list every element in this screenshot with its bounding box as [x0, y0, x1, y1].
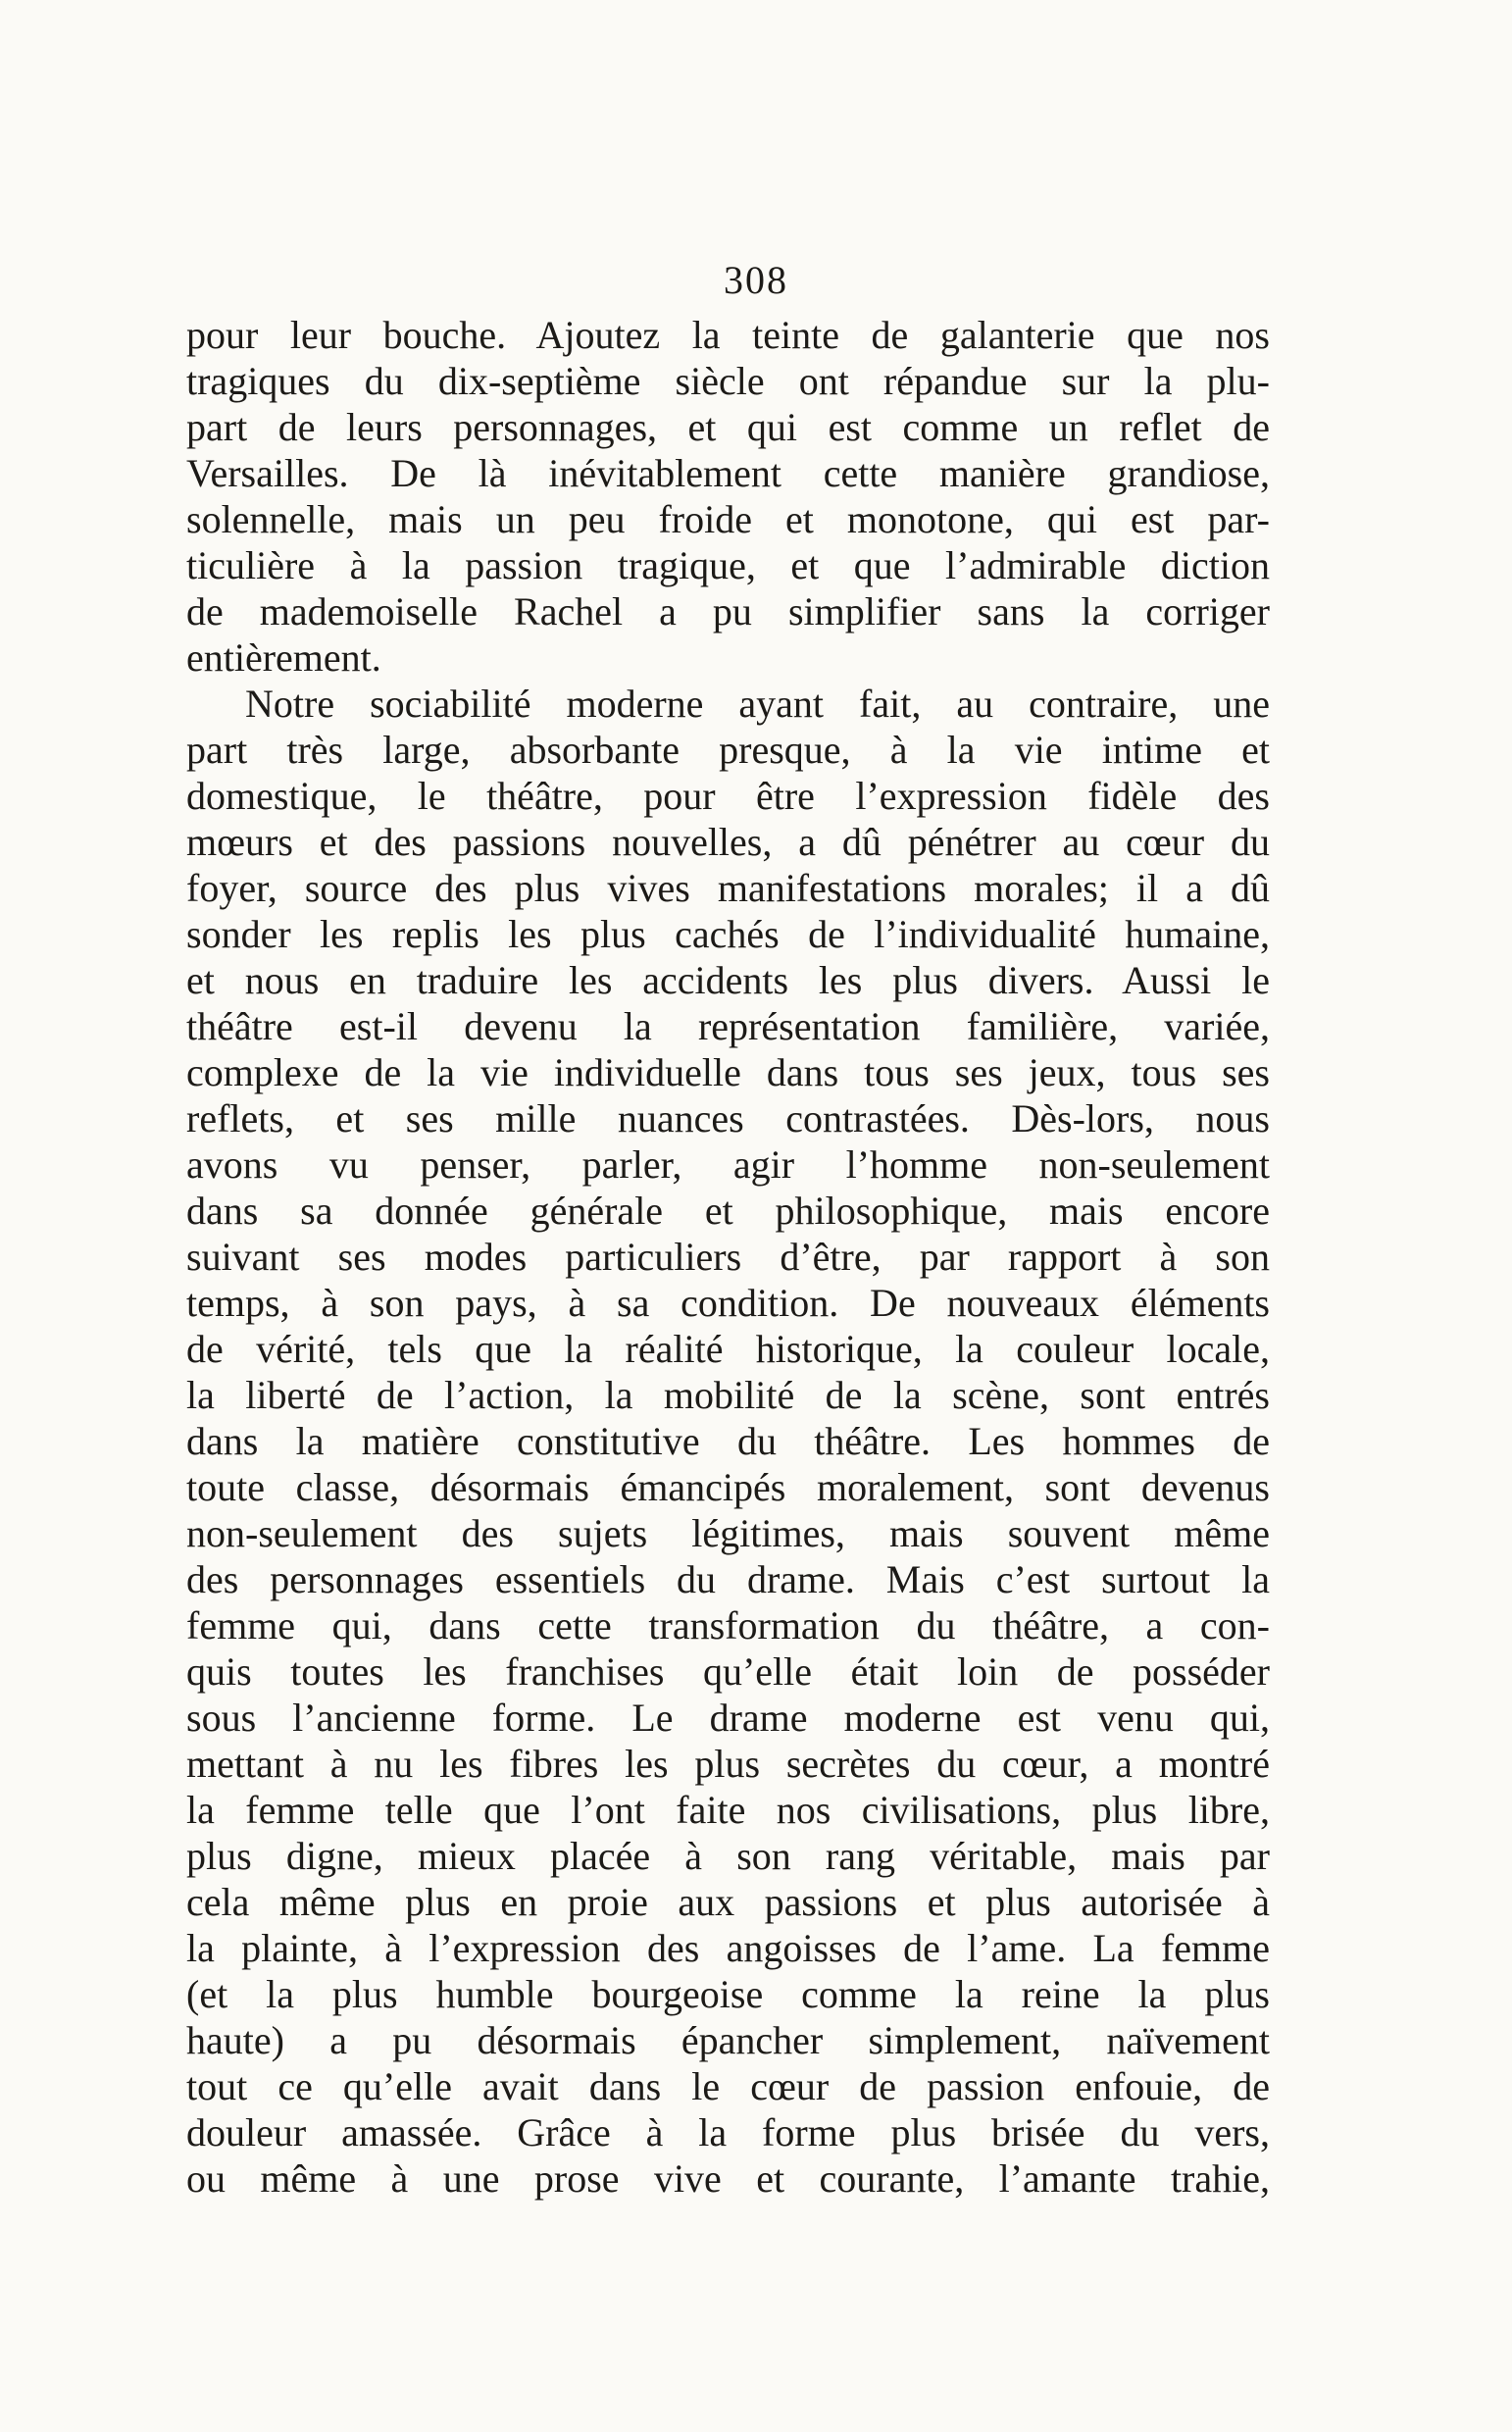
- text-line: la plainte, à l’expression des angoisses de l’ame. La femme: [186, 1926, 1270, 1970]
- text-line: dans sa donnée générale et philosophique, mais encore: [186, 1189, 1270, 1233]
- text-line: avons vu penser, parler, agir l’homme non-seulement: [186, 1142, 1270, 1187]
- text-line: dans la matière constitutive du théâtre. Les hommes de: [186, 1419, 1270, 1463]
- text-line: sous l’ancienne forme. Le drame moderne est venu qui,: [186, 1696, 1270, 1740]
- text-line: la liberté de l’action, la mobilité de la scène, sont entrés: [186, 1373, 1270, 1417]
- text-line: ou même à une prose vive et courante, l’amante trahie,: [186, 2156, 1270, 2201]
- text-line: tout ce qu’elle avait dans le cœur de passion enfouie, de: [186, 2064, 1270, 2108]
- text-line: quis toutes les franchises qu’elle était loin de posséder: [186, 1649, 1270, 1694]
- text-line: reflets, et ses mille nuances contrastées. Dès-lors, nous: [186, 1096, 1270, 1140]
- text-line: mœurs et des passions nouvelles, a dû pénétrer au cœur du: [186, 820, 1270, 864]
- text-line: suivant ses modes particuliers d’être, par rapport à son: [186, 1235, 1270, 1279]
- text-line: haute) a pu désormais épancher simplement, naïvement: [186, 2018, 1270, 2062]
- text-line: solennelle, mais un peu froide et monotone, qui est par-: [186, 497, 1270, 541]
- text-line: la femme telle que l’ont faite nos civilisations, plus libre,: [186, 1788, 1270, 1832]
- body-text: [186, 312, 1270, 2202]
- text-line: des personnages essentiels du drame. Mais c’est surtout la: [186, 1557, 1270, 1601]
- text-line: (et la plus humble bourgeoise comme la reine la plus: [186, 1972, 1270, 2016]
- text-line: foyer, source des plus vives manifestations morales; il a dû: [186, 866, 1270, 910]
- text-line: part très large, absorbante presque, à la vie intime et: [186, 728, 1270, 772]
- text-line: sonder les replis les plus cachés de l’individualité humaine,: [186, 912, 1270, 956]
- text-line: douleur amassée. Grâce à la forme plus brisée du vers,: [186, 2110, 1270, 2154]
- text-line: plus digne, mieux placée à son rang véritable, mais par: [186, 1834, 1270, 1878]
- text-line: mettant à nu les fibres les plus secrètes du cœur, a montré: [186, 1742, 1270, 1786]
- text-line: pour leur bouche. Ajoutez la teinte de galanterie que nos: [186, 313, 1270, 357]
- text-line: domestique, le théâtre, pour être l’expression fidèle des: [186, 774, 1270, 818]
- text-line: tragiques du dix-septième siècle ont répandue sur la plu-: [186, 359, 1270, 403]
- text-line: cela même plus en proie aux passions et plus autorisée à: [186, 1880, 1270, 1924]
- text-line: non-seulement des sujets légitimes, mais souvent même: [186, 1511, 1270, 1555]
- text-line: théâtre est-il devenu la représentation familière, variée,: [186, 1004, 1270, 1048]
- text-line: femme qui, dans cette transformation du théâtre, a con-: [186, 1603, 1270, 1647]
- text-line: de mademoiselle Rachel a pu simplifier sans la corriger: [186, 589, 1270, 633]
- text-line: et nous en traduire les accidents les plus divers. Aussi le: [186, 958, 1270, 1002]
- paragraph-start-line: Notre sociabilité moderne ayant fait, au contraire, une: [245, 682, 1270, 726]
- text-line: complexe de la vie individuelle dans tous ses jeux, tous ses: [186, 1050, 1270, 1094]
- text-line: toute classe, désormais émancipés moralement, sont devenus: [186, 1465, 1270, 1509]
- text-line: Versailles. De là inévitablement cette manière grandiose,: [186, 451, 1270, 495]
- page-number: 308: [724, 258, 788, 302]
- text-line: part de leurs personnages, et qui est comme un reflet de: [186, 405, 1270, 449]
- text-line: de vérité, tels que la réalité historique, la couleur locale,: [186, 1327, 1270, 1371]
- text-line: entièrement.: [186, 635, 381, 680]
- text-line: temps, à son pays, à sa condition. De nouveaux éléments: [186, 1281, 1270, 1325]
- text-line: ticulière à la passion tragique, et que l’admirable diction: [186, 543, 1270, 587]
